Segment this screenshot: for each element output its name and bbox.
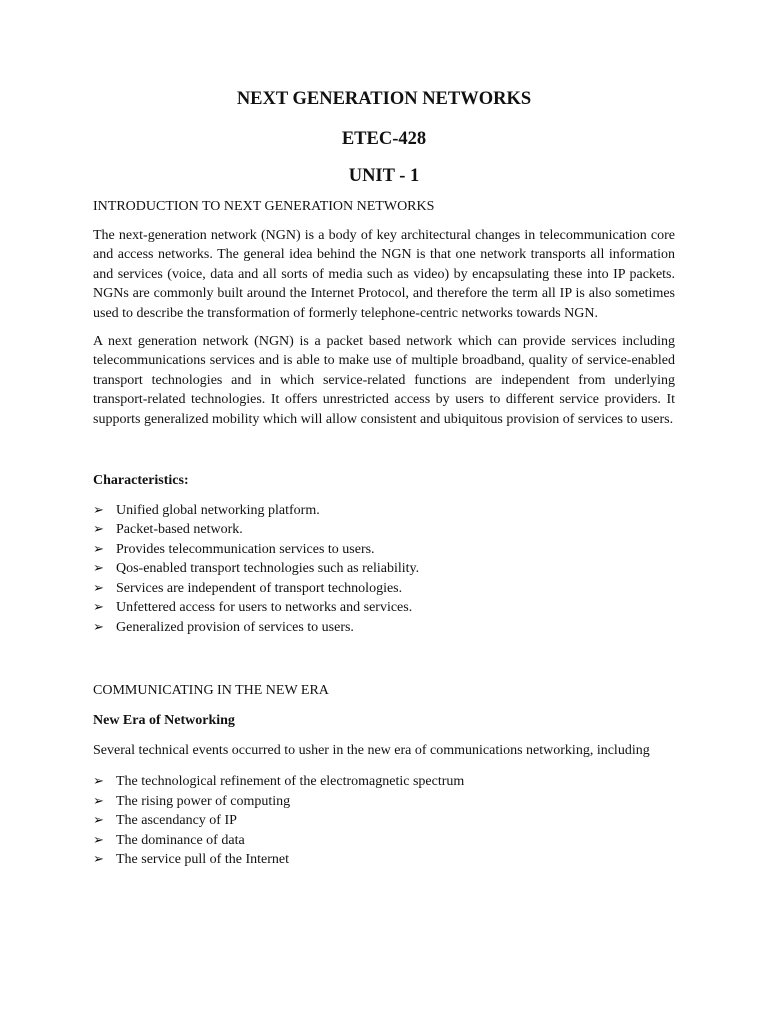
characteristics-heading: Characteristics: xyxy=(93,473,189,489)
list-item: ➢ Packet-based network. xyxy=(93,520,675,539)
document-page xyxy=(93,86,675,869)
list-item: ➢ Unified global networking platform. xyxy=(93,501,675,520)
intro-paragraph-2: A next generation network (NGN) is a packet based network which can provide services including telecommunications services and is able to make use of multiple broadband, quality of service-enabled transport technologies and in which service-related functions are independent from underlying transport-related technologies. It offers unrestricted access by users to different service providers. It supports generalized mobility which will allow consistent and ubiquitous provision of services to users. xyxy=(93,334,675,427)
list-item: ➢ Services are independent of transport technologies. xyxy=(93,579,675,598)
arrow-bullet-icon: ➢ xyxy=(93,793,104,809)
course-code: ETEC-428 xyxy=(341,129,427,149)
arrow-bullet-icon: ➢ xyxy=(93,619,104,635)
arrow-bullet-icon: ➢ xyxy=(93,561,104,577)
arrow-bullet-icon: ➢ xyxy=(93,600,104,616)
characteristics-list xyxy=(93,501,675,637)
list-item: ➢ The service pull of the Internet xyxy=(93,850,675,869)
arrow-bullet-icon: ➢ xyxy=(93,522,104,538)
list-item: ➢ Qos-enabled transport technologies such as reliability. xyxy=(93,559,675,578)
list-item: ➢ The technological refinement of the electromagnetic spectrum xyxy=(93,772,675,791)
arrow-bullet-icon: ➢ xyxy=(93,832,104,848)
list-item: ➢ Unfettered access for users to networks and services. xyxy=(93,598,675,617)
arrow-bullet-icon: ➢ xyxy=(93,503,104,519)
list-item: ➢ The ascendancy of IP xyxy=(93,811,675,830)
document-title: NEXT GENERATION NETWORKS xyxy=(236,89,532,109)
list-item: ➢ The dominance of data xyxy=(93,831,675,850)
new-era-paragraph: Several technical events occurred to usher in the new era of communications networking, including xyxy=(93,742,650,758)
arrow-bullet-icon: ➢ xyxy=(93,774,104,790)
arrow-bullet-icon: ➢ xyxy=(93,541,104,557)
arrow-bullet-icon: ➢ xyxy=(93,851,104,867)
list-item: ➢ Provides telecommunication services to users. xyxy=(93,540,675,559)
list-item: ➢ The rising power of computing xyxy=(93,792,675,811)
new-era-subheading: New Era of Networking xyxy=(93,712,235,728)
list-item: ➢ Generalized provision of services to users. xyxy=(93,618,675,637)
new-era-section-heading: COMMUNICATING IN THE NEW ERA xyxy=(93,682,329,698)
intro-paragraph-1: The next-generation network (NGN) is a body of key architectural changes in telecommunication core and access networks. The general idea behind the NGN is that one network transports all information and services (voice, data and all sorts of media such as video) by encapsulating these into IP packets. NGNs are commonly built around the Internet Protocol, and therefore the term all IP is also sometimes used to describe the transformation of formerly telephone-centric networks towards NGN. xyxy=(93,228,675,321)
new-era-list xyxy=(93,772,675,869)
unit-title: UNIT - 1 xyxy=(348,166,420,186)
intro-heading: INTRODUCTION TO NEXT GENERATION NETWORKS xyxy=(93,199,435,214)
arrow-bullet-icon: ➢ xyxy=(93,580,104,596)
arrow-bullet-icon: ➢ xyxy=(93,813,104,829)
